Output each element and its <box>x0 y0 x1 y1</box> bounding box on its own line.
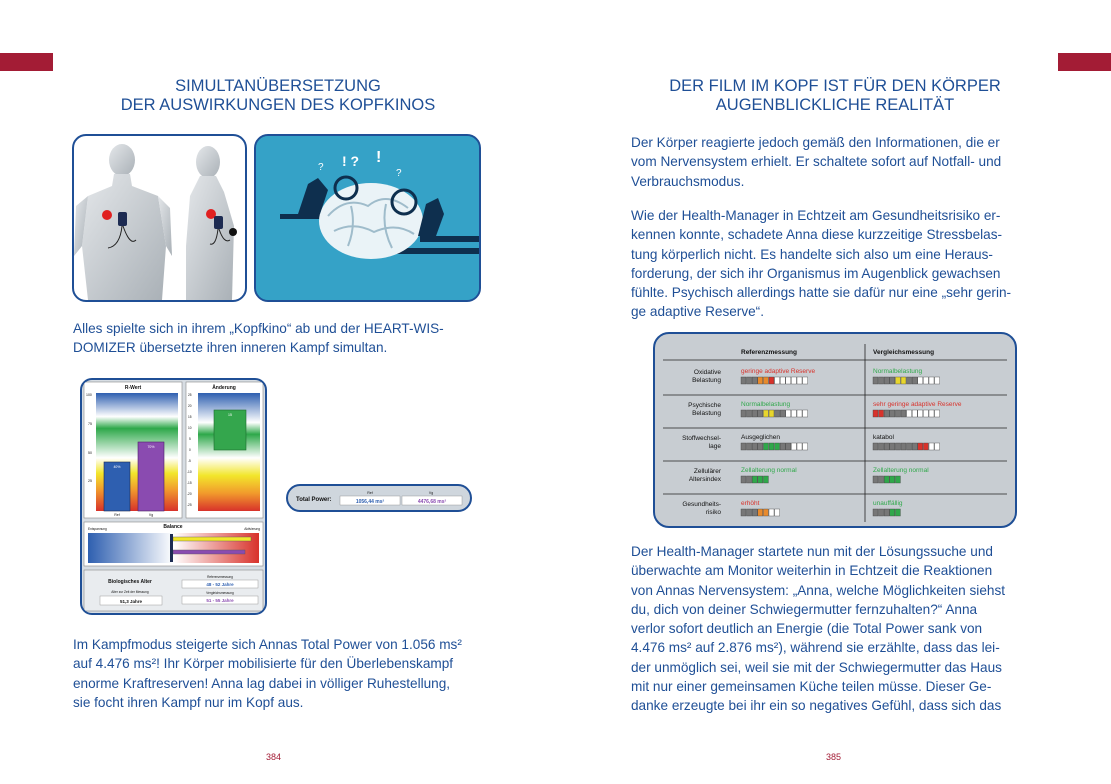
health-table-graphic <box>655 334 1015 526</box>
text-line: verlor sofort deutlich an Energie (die Total Power sank von <box>631 621 983 637</box>
vg-status-text: Normalbelastung <box>873 368 923 375</box>
rwert-title: R-Wert <box>124 385 142 391</box>
text-line: fühlte. Psychisch allerdings hatte sie dafür nur eine „sehr gerin- <box>631 285 1012 301</box>
text-line: mit nur einer gemeinsamen Küche teilen müsse. Dieser Ge- <box>631 679 992 695</box>
row-label: Psychische <box>688 402 721 409</box>
vg-gauge <box>873 509 900 516</box>
change-bar-value: 15 <box>228 413 232 417</box>
ref-age-value: 48 - 52 Jahre <box>206 582 234 587</box>
text-line: Der Health-Manager startete nun mit der Lösungssuche und <box>631 544 993 559</box>
aenderung-tick: 10 <box>188 426 192 430</box>
text-line: Verbrauchsmodus. <box>631 173 745 189</box>
chapter-tab-right <box>1058 53 1111 71</box>
row-label: Stoffwechsel- <box>682 435 721 442</box>
aenderung-tick: -10 <box>187 470 192 474</box>
ref-status-text: erhöht <box>741 500 760 507</box>
left-paragraph-2 <box>73 635 483 712</box>
brain-illustration <box>256 136 479 300</box>
text-line: sie focht ihren Kampf nur im Kopf aus. <box>73 694 304 710</box>
text-line: enorme Kraftreserven! Anna lag dabei in völliger Ruhestellung, <box>73 675 451 691</box>
dashboard-graphic <box>82 380 265 613</box>
text-line: ge adaptive Reserve“. <box>631 304 764 320</box>
row-label: Oxidative <box>693 369 721 376</box>
bar-vg-label: Vg <box>148 513 154 517</box>
balance-title: Balance <box>163 524 183 530</box>
text-line: Alles spielte sich in ihrem „Kopfkino“ ab und der HEART-WIS- <box>73 321 444 336</box>
right-paragraph-1 <box>631 133 1039 191</box>
ref-status-text: Normalbelastung <box>741 401 791 408</box>
rwert-tick: 100 <box>86 393 92 397</box>
brain-illustration-image <box>254 134 481 302</box>
text-line: Der Körper reagierte jedoch gemäß den Informationen, die er <box>631 135 1000 150</box>
health-manager-table <box>653 332 1017 528</box>
svg-text:!: ! <box>376 149 382 166</box>
left-page-title <box>73 77 483 115</box>
text-line: auf 4.476 ms²! Ihr Körper mobilisierte für den Überlebenskampf <box>73 656 454 672</box>
balance-left-label: Entspannung <box>88 527 107 531</box>
text-line: DOMIZER übersetzte ihren inneren Kampf simultan. <box>73 340 388 356</box>
ref-gauge <box>741 377 808 384</box>
left-title-line: DER AUSWIRKUNGEN DES KOPFKINOS <box>120 96 436 114</box>
ref-gauge <box>741 509 780 516</box>
total-power-ref-header: Ref <box>367 491 373 495</box>
rwert-tick: 25 <box>88 479 92 483</box>
vg-status-text: katabol <box>873 434 894 441</box>
aenderung-tick: -15 <box>187 481 192 485</box>
bio-age-title: Biologisches Alter <box>108 579 152 585</box>
aenderung-tick: 25 <box>188 393 192 397</box>
right-title-line: AUGENBLICKLICHE REALITÄT <box>715 96 955 114</box>
text-line: der unmöglich sei, weil sie mit der Schwiegermutter das Haus <box>631 659 1002 675</box>
vg-label: Vergleichsmessung <box>206 591 234 595</box>
right-page-title <box>630 77 1040 115</box>
aenderung-tick: 20 <box>188 404 192 408</box>
aenderung-tick: 0 <box>189 448 191 452</box>
vg-gauge <box>873 443 940 450</box>
text-line: Wie der Health-Manager in Echtzeit am Gesundheitsrisiko er- <box>631 208 1001 223</box>
aenderung-tick: -25 <box>187 503 192 507</box>
text-line: kennen konnte, schadete Anna diese kurzzeitige Stressbelas- <box>631 227 1003 243</box>
bar-ref-value: 40% <box>113 465 121 469</box>
total-power-box <box>286 484 472 512</box>
text-line: überwachte am Monitor weiterhin in Echtzeit die Reaktionen <box>631 563 993 579</box>
aenderung-tick: 5 <box>189 437 191 441</box>
vg-status-text: Zellalterung normal <box>873 467 929 474</box>
text-line: von Annas Nervensystem: „Anna, welche Möglichkeiten siehst <box>631 582 1006 598</box>
ref-gauge <box>741 476 768 483</box>
rwert-tick: 50 <box>88 451 92 455</box>
total-power-graphic <box>288 486 470 510</box>
svg-text:?: ? <box>318 162 324 173</box>
bio-age-subtitle: Alter zur Zeit der Messung <box>111 590 149 594</box>
right-paragraph-3 <box>631 542 1039 716</box>
vg-status-text: sehr geringe adaptive Reserve <box>873 401 962 408</box>
ref-status-text: Ausgeglichen <box>741 434 781 441</box>
text-line: tung körperlich nicht. Es handelte sich also um eine Heraus- <box>631 246 993 262</box>
row-label: Belastung <box>692 377 721 384</box>
text-line: forderung, der sich ihr Organismus im Augenblick gewachsen <box>631 265 1001 281</box>
page-number-left: 384 <box>266 752 282 762</box>
row-label: lage <box>708 443 721 450</box>
bar-vg <box>138 442 164 511</box>
row-label: Zellulärer <box>693 468 721 475</box>
vg-gauge <box>873 476 900 483</box>
bar-ref <box>104 462 130 511</box>
ref-label: Referenzmessung <box>207 575 233 579</box>
row-label: risiko <box>705 509 721 516</box>
total-power-vg-value: 4476,68 ms² <box>417 499 447 505</box>
body-sensor-illustration <box>74 136 245 300</box>
heart-wisdomizer-dashboard <box>80 378 267 615</box>
bar-ref-label: Ref <box>114 513 120 517</box>
balance-right-label: Aktivierung <box>244 527 260 531</box>
total-power-ref-value: 1056,44 ms² <box>355 499 385 505</box>
col-ref-header: Referenzmessung <box>741 349 797 356</box>
chapter-tab-left <box>0 53 53 71</box>
vg-age-value: 51 - 55 Jahre <box>206 598 234 603</box>
body-sensor-image <box>72 134 247 302</box>
col-vg-header: Vergleichsmessung <box>873 349 935 356</box>
left-paragraph-1 <box>73 319 483 358</box>
text-line: danke erzeugte bei ihr ein so negatives Gefühl, dass sich das <box>631 698 1002 714</box>
left-title-line: SIMULTANÜBERSETZUNG <box>175 77 381 95</box>
text-line: Im Kampfmodus steigerte sich Annas Total Power von 1.056 ms² <box>73 637 462 652</box>
total-power-label: Total Power: <box>296 497 332 503</box>
row-label: Gesundheits- <box>682 501 721 508</box>
row-label: Altersindex <box>688 476 721 483</box>
text-line: vom Nervensystem erhielt. Er schaltete sofort auf Notfall- und <box>631 154 1002 170</box>
aenderung-tick: 15 <box>188 415 192 419</box>
ref-gauge <box>741 410 808 417</box>
bio-age-value: 51,3 Jahre <box>119 599 143 604</box>
ref-gauge <box>741 443 808 450</box>
ref-status-text: Zellalterung normal <box>741 467 797 474</box>
svg-text:! ?: ! ? <box>342 153 360 169</box>
text-line: 4.476 ms² auf 2.876 ms²), während sie erzählte, dass das lei- <box>631 640 1000 656</box>
rwert-tick: 75 <box>88 422 92 426</box>
total-power-vg-header: Vg <box>428 491 434 495</box>
vg-gauge <box>873 410 940 417</box>
text-line: du, dich von deiner Schwiegermutter fernzuhalten?“ Anna <box>631 601 978 617</box>
svg-text:?: ? <box>396 168 402 179</box>
vg-status-text: unauffällig <box>873 500 903 507</box>
bar-vg-value: 70% <box>147 445 155 449</box>
right-paragraph-2 <box>631 206 1039 322</box>
right-title-line: DER FILM IM KOPF IST FÜR DEN KÖRPER <box>669 77 1001 95</box>
vg-gauge <box>873 377 940 384</box>
aenderung-title: Änderung <box>212 385 236 391</box>
aenderung-tick: -20 <box>187 492 192 496</box>
aenderung-tick: -5 <box>188 459 191 463</box>
ref-status-text: geringe adaptive Reserve <box>741 368 816 375</box>
row-label: Belastung <box>692 410 721 417</box>
page-number-right: 385 <box>826 752 842 762</box>
